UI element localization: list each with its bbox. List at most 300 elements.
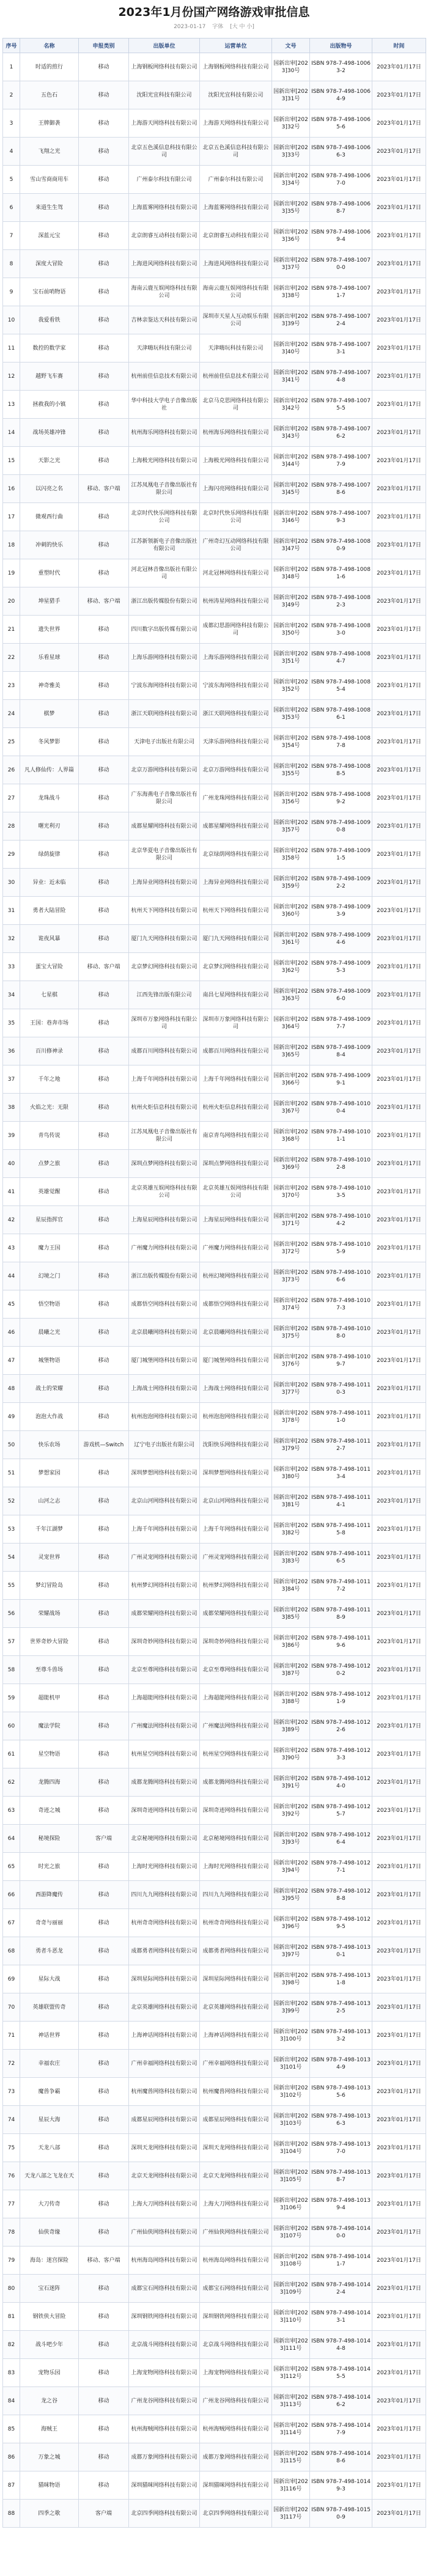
cell-index: 72 xyxy=(3,2050,20,2078)
cell-publisher: 成都万象网络科技有限公司 xyxy=(129,2443,200,2471)
cell-operator: 上海异业网络科技有限公司 xyxy=(200,869,272,897)
cell-operator: 上海千年网络科技有限公司 xyxy=(200,1515,272,1544)
cell-date: 2023年01月17日 xyxy=(372,2022,426,2050)
cell-isbn: ISBN 978-7-498-10109-7 xyxy=(310,1347,372,1375)
table-row xyxy=(3,166,426,194)
cell-type: 移动 xyxy=(79,1656,129,1684)
cell-name: 龙珠战斗 xyxy=(20,784,79,812)
cell-type: 移动 xyxy=(79,109,129,138)
table-row xyxy=(3,447,426,475)
cell-operator: 杭州前佳信息技术有限公司 xyxy=(200,362,272,391)
cell-date: 2023年01月17日 xyxy=(372,1993,426,2022)
cell-name: 遗失世界 xyxy=(20,616,79,644)
cell-type: 移动 xyxy=(79,1290,129,1319)
cell-type: 移动 xyxy=(79,812,129,841)
cell-operator: 北京马克思网络科技有限公司 xyxy=(200,391,272,419)
cell-name: 宝石迷阵 xyxy=(20,2275,79,2303)
cell-publisher: 广州龙谷网络科技有限公司 xyxy=(129,2387,200,2415)
cell-approval-no: 国新出审[2023]63号 xyxy=(272,981,310,1009)
table-row xyxy=(3,2500,426,2528)
cell-date: 2023年01月17日 xyxy=(372,1375,426,1403)
cell-approval-no: 国新出审[2023]41号 xyxy=(272,362,310,391)
table-row xyxy=(3,53,426,81)
cell-operator: 广州奇幻互动网络科技有限公司 xyxy=(200,531,272,559)
cell-operator: 深圳奇妙网络科技有限公司 xyxy=(200,1628,272,1656)
cell-index: 2 xyxy=(3,81,20,109)
cell-approval-no: 国新出审[2023]68号 xyxy=(272,1122,310,1150)
cell-isbn: ISBN 978-7-498-10093-9 xyxy=(310,897,372,925)
table-row xyxy=(3,672,426,700)
cell-operator: 上海蓝雾网络科技有限公司 xyxy=(200,194,272,222)
table-row xyxy=(3,1347,426,1375)
cell-index: 51 xyxy=(3,1459,20,1487)
cell-approval-no: 国新出审[2023]58号 xyxy=(272,841,310,869)
cell-isbn: ISBN 978-7-498-10083-0 xyxy=(310,616,372,644)
cell-operator: 杭州奇奇网络科技有限公司 xyxy=(200,1909,272,1937)
cell-name: 魔兽争霸 xyxy=(20,2078,79,2106)
cell-approval-no: 国新出审[2023]42号 xyxy=(272,391,310,419)
cell-date: 2023年01月17日 xyxy=(372,1965,426,1993)
cell-approval-no: 国新出审[2023]38号 xyxy=(272,278,310,306)
cell-isbn: ISBN 978-7-498-10149-3 xyxy=(310,2471,372,2500)
cell-type: 移动 xyxy=(79,419,129,447)
cell-approval-no: 国新出审[2023]84号 xyxy=(272,1572,310,1600)
cell-type: 移动 xyxy=(79,81,129,109)
cell-date: 2023年01月17日 xyxy=(372,953,426,981)
table-row xyxy=(3,109,426,138)
cell-date: 2023年01月17日 xyxy=(372,2190,426,2218)
cell-name: 点梦之旅 xyxy=(20,1150,79,1178)
cell-index: 47 xyxy=(3,1347,20,1375)
cell-isbn: ISBN 978-7-498-10082-3 xyxy=(310,587,372,616)
cell-type: 移动 xyxy=(79,1403,129,1431)
cell-date: 2023年01月17日 xyxy=(372,1515,426,1544)
cell-name: 宝石前哨物语 xyxy=(20,278,79,306)
cell-name: 英雄觉醒 xyxy=(20,1178,79,1206)
cell-operator: 海南云鹿互娱网络科技有限公司 xyxy=(200,278,272,306)
cell-date: 2023年01月17日 xyxy=(372,1094,426,1122)
cell-publisher: 杭州海乐网络科技有限公司 xyxy=(129,419,200,447)
cell-type: 移动 xyxy=(79,1065,129,1094)
cell-type: 移动 xyxy=(79,53,129,81)
cell-index: 8 xyxy=(3,250,20,278)
cell-index: 19 xyxy=(3,559,20,587)
cell-operator: 杭州火炬信息科技有限公司 xyxy=(200,1094,272,1122)
cell-isbn: ISBN 978-7-498-10111-0 xyxy=(310,1403,372,1431)
cell-type: 移动 xyxy=(79,1487,129,1515)
cell-operator: 北京至尊网络科技有限公司 xyxy=(200,1656,272,1684)
cell-approval-no: 国新出审[2023]32号 xyxy=(272,109,310,138)
cell-index: 11 xyxy=(3,334,20,362)
cell-type: 移动 xyxy=(79,2134,129,2162)
cell-name: 英雄联盟传奇 xyxy=(20,1993,79,2022)
cell-name: 越野飞车赛 xyxy=(20,362,79,391)
cell-approval-no: 国新出审[2023]89号 xyxy=(272,1712,310,1740)
cell-index: 38 xyxy=(3,1094,20,1122)
cell-isbn: ISBN 978-7-498-10139-4 xyxy=(310,2190,372,2218)
cell-type: 移动 xyxy=(79,1150,129,1178)
cell-name: 战士的荣耀 xyxy=(20,1375,79,1403)
cell-date: 2023年01月17日 xyxy=(372,925,426,953)
table-row xyxy=(3,1768,426,1797)
cell-isbn: ISBN 978-7-498-10091-5 xyxy=(310,841,372,869)
cell-isbn: ISBN 978-7-498-10112-7 xyxy=(310,1431,372,1459)
cell-name: 钢铁侠大冒险 xyxy=(20,2303,79,2331)
cell-type: 移动 xyxy=(79,981,129,1009)
cell-operator: 上海大刀网络科技有限公司 xyxy=(200,2190,272,2218)
table-row xyxy=(3,1937,426,1965)
cell-approval-no: 国新出审[2023]80号 xyxy=(272,1459,310,1487)
cell-operator: 广州龙谷网络科技有限公司 xyxy=(200,2387,272,2415)
cell-isbn: ISBN 978-7-498-10102-8 xyxy=(310,1150,372,1178)
cell-publisher: 宁波东海网络科技有限公司 xyxy=(129,672,200,700)
cell-isbn: ISBN 978-7-498-10066-3 xyxy=(310,138,372,166)
table-row xyxy=(3,81,426,109)
cell-type: 移动 xyxy=(79,1009,129,1037)
cell-publisher: 天津电子出版社有限公司 xyxy=(129,728,200,756)
cell-isbn: ISBN 978-7-498-10137-0 xyxy=(310,2134,372,2162)
cell-operator: 深圳点梦网络科技有限公司 xyxy=(200,1150,272,1178)
cell-name: 七星棋 xyxy=(20,981,79,1009)
cell-operator: 厦门城堡网络科技有限公司 xyxy=(200,1347,272,1375)
cell-index: 41 xyxy=(3,1178,20,1206)
cell-type: 移动 xyxy=(79,2275,129,2303)
cell-approval-no: 国新出审[2023]36号 xyxy=(272,222,310,250)
cell-approval-no: 国新出审[2023]97号 xyxy=(272,1937,310,1965)
cell-type: 移动 xyxy=(79,503,129,531)
cell-publisher: 北京梦幻网络科技有限公司 xyxy=(129,953,200,981)
cell-operator: 杭州星空网络科技有限公司 xyxy=(200,1740,272,1768)
cell-approval-no: 国新出审[2023]100号 xyxy=(272,2022,310,2050)
cell-publisher: 成都荣耀网络科技有限公司 xyxy=(129,1600,200,1628)
cell-date: 2023年01月17日 xyxy=(372,700,426,728)
cell-isbn: ISBN 978-7-498-10074-8 xyxy=(310,362,372,391)
cell-date: 2023年01月17日 xyxy=(372,1909,426,1937)
cell-operator: 上海闪亮网络科技有限公司 xyxy=(200,475,272,503)
cell-isbn: ISBN 978-7-498-10073-1 xyxy=(310,334,372,362)
cell-approval-no: 国新出审[2023]99号 xyxy=(272,1993,310,2022)
cell-name: 海贼王 xyxy=(20,2415,79,2443)
cell-date: 2023年01月17日 xyxy=(372,2500,426,2528)
cell-name: 海岛：迷宫探险 xyxy=(20,2247,79,2275)
cell-publisher: 深圳点梦网络科技有限公司 xyxy=(129,1150,200,1178)
cell-name: 仙侠奇缘 xyxy=(20,2218,79,2247)
cell-publisher: 上海时光网络科技有限公司 xyxy=(129,1853,200,1881)
cell-type: 移动 xyxy=(79,1319,129,1347)
cell-isbn: ISBN 978-7-498-10108-0 xyxy=(310,1319,372,1347)
cell-approval-no: 国新出审[2023]47号 xyxy=(272,531,310,559)
cell-type: 移动 xyxy=(79,2078,129,2106)
cell-date: 2023年01月17日 xyxy=(372,81,426,109)
cell-isbn: ISBN 978-7-498-10127-1 xyxy=(310,1853,372,1881)
cell-index: 80 xyxy=(3,2275,20,2303)
cell-operator: 北京万游网络科技有限公司 xyxy=(200,756,272,784)
cell-index: 87 xyxy=(3,2471,20,2500)
cell-publisher: 上海大刀网络科技有限公司 xyxy=(129,2190,200,2218)
cell-type: 移动 xyxy=(79,362,129,391)
cell-publisher: 上海星辰网络科技有限公司 xyxy=(129,1206,200,1234)
cell-type: 移动 xyxy=(79,1234,129,1262)
cell-index: 7 xyxy=(3,222,20,250)
cell-approval-no: 国新出审[2023]109号 xyxy=(272,2275,310,2303)
cell-date: 2023年01月17日 xyxy=(372,1768,426,1797)
font-size-switcher[interactable]: [大 中 小] xyxy=(230,24,254,30)
table-row xyxy=(3,953,426,981)
cell-type: 移动 xyxy=(79,1375,129,1403)
cell-type: 移动 xyxy=(79,250,129,278)
cell-name: 诡夜风暴 xyxy=(20,925,79,953)
cell-publisher: 上海千年网络科技有限公司 xyxy=(129,1515,200,1544)
cell-publisher: 厦门城堡网络科技有限公司 xyxy=(129,1347,200,1375)
cell-isbn: ISBN 978-7-498-10103-5 xyxy=(310,1178,372,1206)
cell-date: 2023年01月17日 xyxy=(372,812,426,841)
cell-name: 火焰之光：无限 xyxy=(20,1094,79,1122)
cell-index: 16 xyxy=(3,475,20,503)
cell-isbn: ISBN 978-7-498-10100-4 xyxy=(310,1094,372,1122)
cell-isbn: ISBN 978-7-498-10069-4 xyxy=(310,222,372,250)
cell-name: 天龙八部之飞龙在天 xyxy=(20,2162,79,2190)
cell-name: 重塑时代 xyxy=(20,559,79,587)
cell-isbn: ISBN 978-7-498-10140-0 xyxy=(310,2218,372,2247)
col-publisher-header: 出版单位 xyxy=(129,39,200,53)
cell-type: 移动 xyxy=(79,1909,129,1937)
col-operator-header: 运营单位 xyxy=(200,39,272,53)
cell-operator: 成都勇者网络科技有限公司 xyxy=(200,1937,272,1965)
cell-isbn: ISBN 978-7-498-10076-2 xyxy=(310,419,372,447)
cell-approval-no: 国新出审[2023]114号 xyxy=(272,2415,310,2443)
cell-approval-no: 国新出审[2023]57号 xyxy=(272,812,310,841)
table-row xyxy=(3,1797,426,1825)
cell-type: 移动 xyxy=(79,2331,129,2359)
cell-name: 时光之旅 xyxy=(20,1853,79,1881)
cell-isbn: ISBN 978-7-498-10104-2 xyxy=(310,1206,372,1234)
cell-name: 战斗吧少年 xyxy=(20,2331,79,2359)
cell-name: 微观西行曲 xyxy=(20,503,79,531)
cell-type: 移动、客户端 xyxy=(79,2247,129,2275)
cell-type: 客户端 xyxy=(79,1825,129,1853)
cell-type: 移动 xyxy=(79,194,129,222)
cell-type: 移动 xyxy=(79,2471,129,2500)
cell-name: 幸福农庄 xyxy=(20,2050,79,2078)
cell-isbn: ISBN 978-7-498-10145-5 xyxy=(310,2359,372,2387)
cell-type: 移动 xyxy=(79,1740,129,1768)
cell-publisher: 深圳奇迹网络科技有限公司 xyxy=(129,1797,200,1825)
cell-operator: 深圳梦想网络科技有限公司 xyxy=(200,1459,272,1487)
cell-publisher: 北京万游网络科技有限公司 xyxy=(129,756,200,784)
cell-index: 65 xyxy=(3,1853,20,1881)
cell-operator: 北京绿荫网络科技有限公司 xyxy=(200,841,272,869)
cell-operator: 广州仙侠网络科技有限公司 xyxy=(200,2218,272,2247)
cell-approval-no: 国新出审[2023]90号 xyxy=(272,1740,310,1768)
cell-publisher: 浙江出版传媒股份有限公司 xyxy=(129,587,200,616)
cell-type: 移动 xyxy=(79,1600,129,1628)
cell-operator: 北京英雄网络科技有限公司 xyxy=(200,1993,272,2022)
cell-operator: 上海游天网络科技有限公司 xyxy=(200,109,272,138)
cell-date: 2023年01月17日 xyxy=(372,531,426,559)
table-row xyxy=(3,222,426,250)
cell-name: 冲刺的快乐 xyxy=(20,531,79,559)
cell-publisher: 北京天龙网络科技有限公司 xyxy=(129,2162,200,2190)
cell-operator: 北京朗睿互动科技有限公司 xyxy=(200,222,272,250)
cell-publisher: 上海超能网络科技有限公司 xyxy=(129,1684,200,1712)
cell-isbn: ISBN 978-7-498-10138-7 xyxy=(310,2162,372,2190)
cell-name: 晨曦之光 xyxy=(20,1319,79,1347)
cell-index: 84 xyxy=(3,2387,20,2415)
cell-publisher: 江苏凤凰电子音像出版社有限公司 xyxy=(129,475,200,503)
cell-index: 33 xyxy=(3,953,20,981)
table-row xyxy=(3,869,426,897)
cell-date: 2023年01月17日 xyxy=(372,2218,426,2247)
table-row xyxy=(3,2275,426,2303)
cell-isbn: ISBN 978-7-498-10128-8 xyxy=(310,1881,372,1909)
cell-type: 移动 xyxy=(79,1712,129,1740)
cell-isbn: ISBN 978-7-498-10121-9 xyxy=(310,1684,372,1712)
cell-index: 12 xyxy=(3,362,20,391)
cell-date: 2023年01月17日 xyxy=(372,1853,426,1881)
cell-operator: 上海千年网络科技有限公司 xyxy=(200,1065,272,1094)
cell-type: 移动 xyxy=(79,1572,129,1600)
cell-operator: 北京时代快乐网络科技有限公司 xyxy=(200,503,272,531)
cell-name: 以闪亮之名 xyxy=(20,475,79,503)
cell-operator: 上海神话网络科技有限公司 xyxy=(200,2022,272,2050)
cell-approval-no: 国新出审[2023]103号 xyxy=(272,2106,310,2134)
table-row xyxy=(3,1853,426,1881)
cell-isbn: ISBN 978-7-498-10063-2 xyxy=(310,53,372,81)
cell-index: 14 xyxy=(3,419,20,447)
cell-date: 2023年01月17日 xyxy=(372,1037,426,1065)
table-row xyxy=(3,1544,426,1572)
table-row xyxy=(3,2331,426,2359)
cell-date: 2023年01月17日 xyxy=(372,756,426,784)
cell-operator: 深圳钢铁网络科技有限公司 xyxy=(200,2303,272,2331)
cell-date: 2023年01月17日 xyxy=(372,1740,426,1768)
cell-date: 2023年01月17日 xyxy=(372,1684,426,1712)
cell-approval-no: 国新出审[2023]50号 xyxy=(272,616,310,644)
cell-operator: 广州龙珠网络科技有限公司 xyxy=(200,784,272,812)
cell-type: 移动 xyxy=(79,1347,129,1375)
cell-approval-no: 国新出审[2023]59号 xyxy=(272,869,310,897)
table-row xyxy=(3,1965,426,1993)
table-row xyxy=(3,1628,426,1656)
cell-index: 56 xyxy=(3,1600,20,1628)
cell-approval-no: 国新出审[2023]64号 xyxy=(272,1009,310,1037)
cell-name: 冬风梦影 xyxy=(20,728,79,756)
cell-approval-no: 国新出审[2023]79号 xyxy=(272,1431,310,1459)
cell-date: 2023年01月17日 xyxy=(372,447,426,475)
cell-date: 2023年01月17日 xyxy=(372,1459,426,1487)
cell-date: 2023年01月17日 xyxy=(372,2471,426,2500)
cell-date: 2023年01月17日 xyxy=(372,2415,426,2443)
cell-type: 移动 xyxy=(79,1094,129,1122)
cell-operator: 上海超能网络科技有限公司 xyxy=(200,1684,272,1712)
cell-approval-no: 国新出审[2023]66号 xyxy=(272,1065,310,1094)
cell-index: 17 xyxy=(3,503,20,531)
cell-operator: 上海宠物网络科技有限公司 xyxy=(200,2359,272,2387)
cell-operator: 杭州魔兽网络科技有限公司 xyxy=(200,2078,272,2106)
cell-type: 移动 xyxy=(79,391,129,419)
cell-index: 71 xyxy=(3,2022,20,2050)
cell-type: 移动 xyxy=(79,1628,129,1656)
cell-approval-no: 国新出审[2023]54号 xyxy=(272,728,310,756)
cell-index: 62 xyxy=(3,1768,20,1797)
table-row xyxy=(3,503,426,531)
cell-approval-no: 国新出审[2023]46号 xyxy=(272,503,310,531)
cell-name: 幻境之门 xyxy=(20,1262,79,1290)
cell-name: 奇奇与丽丽 xyxy=(20,1909,79,1937)
cell-publisher: 北京战斗网络科技有限公司 xyxy=(129,2331,200,2359)
col-approval-no-header: 文号 xyxy=(272,39,310,53)
cell-date: 2023年01月17日 xyxy=(372,1797,426,1825)
cell-date: 2023年01月17日 xyxy=(372,672,426,700)
cell-date: 2023年01月17日 xyxy=(372,2162,426,2190)
table-row xyxy=(3,2134,426,2162)
cell-isbn: ISBN 978-7-498-10123-3 xyxy=(310,1740,372,1768)
cell-publisher: 北京五色溪信息科技有限公司 xyxy=(129,138,200,166)
cell-isbn: ISBN 978-7-498-10094-6 xyxy=(310,925,372,953)
table-row xyxy=(3,1009,426,1037)
table-row xyxy=(3,2106,426,2134)
table-row xyxy=(3,981,426,1009)
cell-approval-no: 国新出审[2023]52号 xyxy=(272,672,310,700)
cell-name: 宠物乐园 xyxy=(20,2359,79,2387)
cell-publisher: 深圳市万象网络科技有限公司 xyxy=(129,1009,200,1037)
cell-date: 2023年01月17日 xyxy=(372,559,426,587)
cell-publisher: 厦门九天网络科技有限公司 xyxy=(129,925,200,953)
cell-date: 2023年01月17日 xyxy=(372,1937,426,1965)
cell-type: 移动 xyxy=(79,1544,129,1572)
table-row xyxy=(3,1515,426,1544)
cell-operator: 深圳星际网络科技有限公司 xyxy=(200,1965,272,1993)
cell-date: 2023年01月17日 xyxy=(372,2303,426,2331)
cell-index: 75 xyxy=(3,2134,20,2162)
cell-date: 2023年01月17日 xyxy=(372,1178,426,1206)
table-row xyxy=(3,1909,426,1937)
cell-index: 83 xyxy=(3,2359,20,2387)
cell-publisher: 辽宁电子出版社有限公司 xyxy=(129,1431,200,1459)
cell-index: 55 xyxy=(3,1572,20,1600)
cell-name: 山河之志 xyxy=(20,1487,79,1515)
table-row xyxy=(3,1712,426,1740)
cell-index: 29 xyxy=(3,841,20,869)
cell-date: 2023年01月17日 xyxy=(372,841,426,869)
cell-date: 2023年01月17日 xyxy=(372,222,426,250)
table-row xyxy=(3,728,426,756)
cell-publisher: 杭州奇奇网络科技有限公司 xyxy=(129,1909,200,1937)
cell-type: 移动 xyxy=(79,2050,129,2078)
cell-name: 泡泡大作战 xyxy=(20,1403,79,1431)
cell-operator: 天津嗨玩科技有限公司 xyxy=(200,334,272,362)
cell-name: 深蓝元宝 xyxy=(20,222,79,250)
table-row xyxy=(3,1122,426,1150)
cell-isbn: ISBN 978-7-498-10107-3 xyxy=(310,1290,372,1319)
cell-operator: 北京英雄互娱网络科技有限公司 xyxy=(200,1178,272,1206)
cell-approval-no: 国新出审[2023]61号 xyxy=(272,925,310,953)
cell-isbn: ISBN 978-7-498-10132-5 xyxy=(310,1993,372,2022)
table-row xyxy=(3,1065,426,1094)
cell-name: 神话世界 xyxy=(20,2022,79,2050)
cell-operator: 成都龙腾网络科技有限公司 xyxy=(200,1768,272,1797)
table-row xyxy=(3,1825,426,1853)
cell-name: 五色石 xyxy=(20,81,79,109)
cell-index: 20 xyxy=(3,587,20,616)
cell-approval-no: 国新出审[2023]82号 xyxy=(272,1515,310,1544)
table-row xyxy=(3,531,426,559)
cell-approval-no: 国新出审[2023]106号 xyxy=(272,2190,310,2218)
cell-date: 2023年01月17日 xyxy=(372,587,426,616)
table-row xyxy=(3,1656,426,1684)
cell-name: 时适的煎行 xyxy=(20,53,79,81)
cell-isbn: ISBN 978-7-498-10115-8 xyxy=(310,1515,372,1544)
